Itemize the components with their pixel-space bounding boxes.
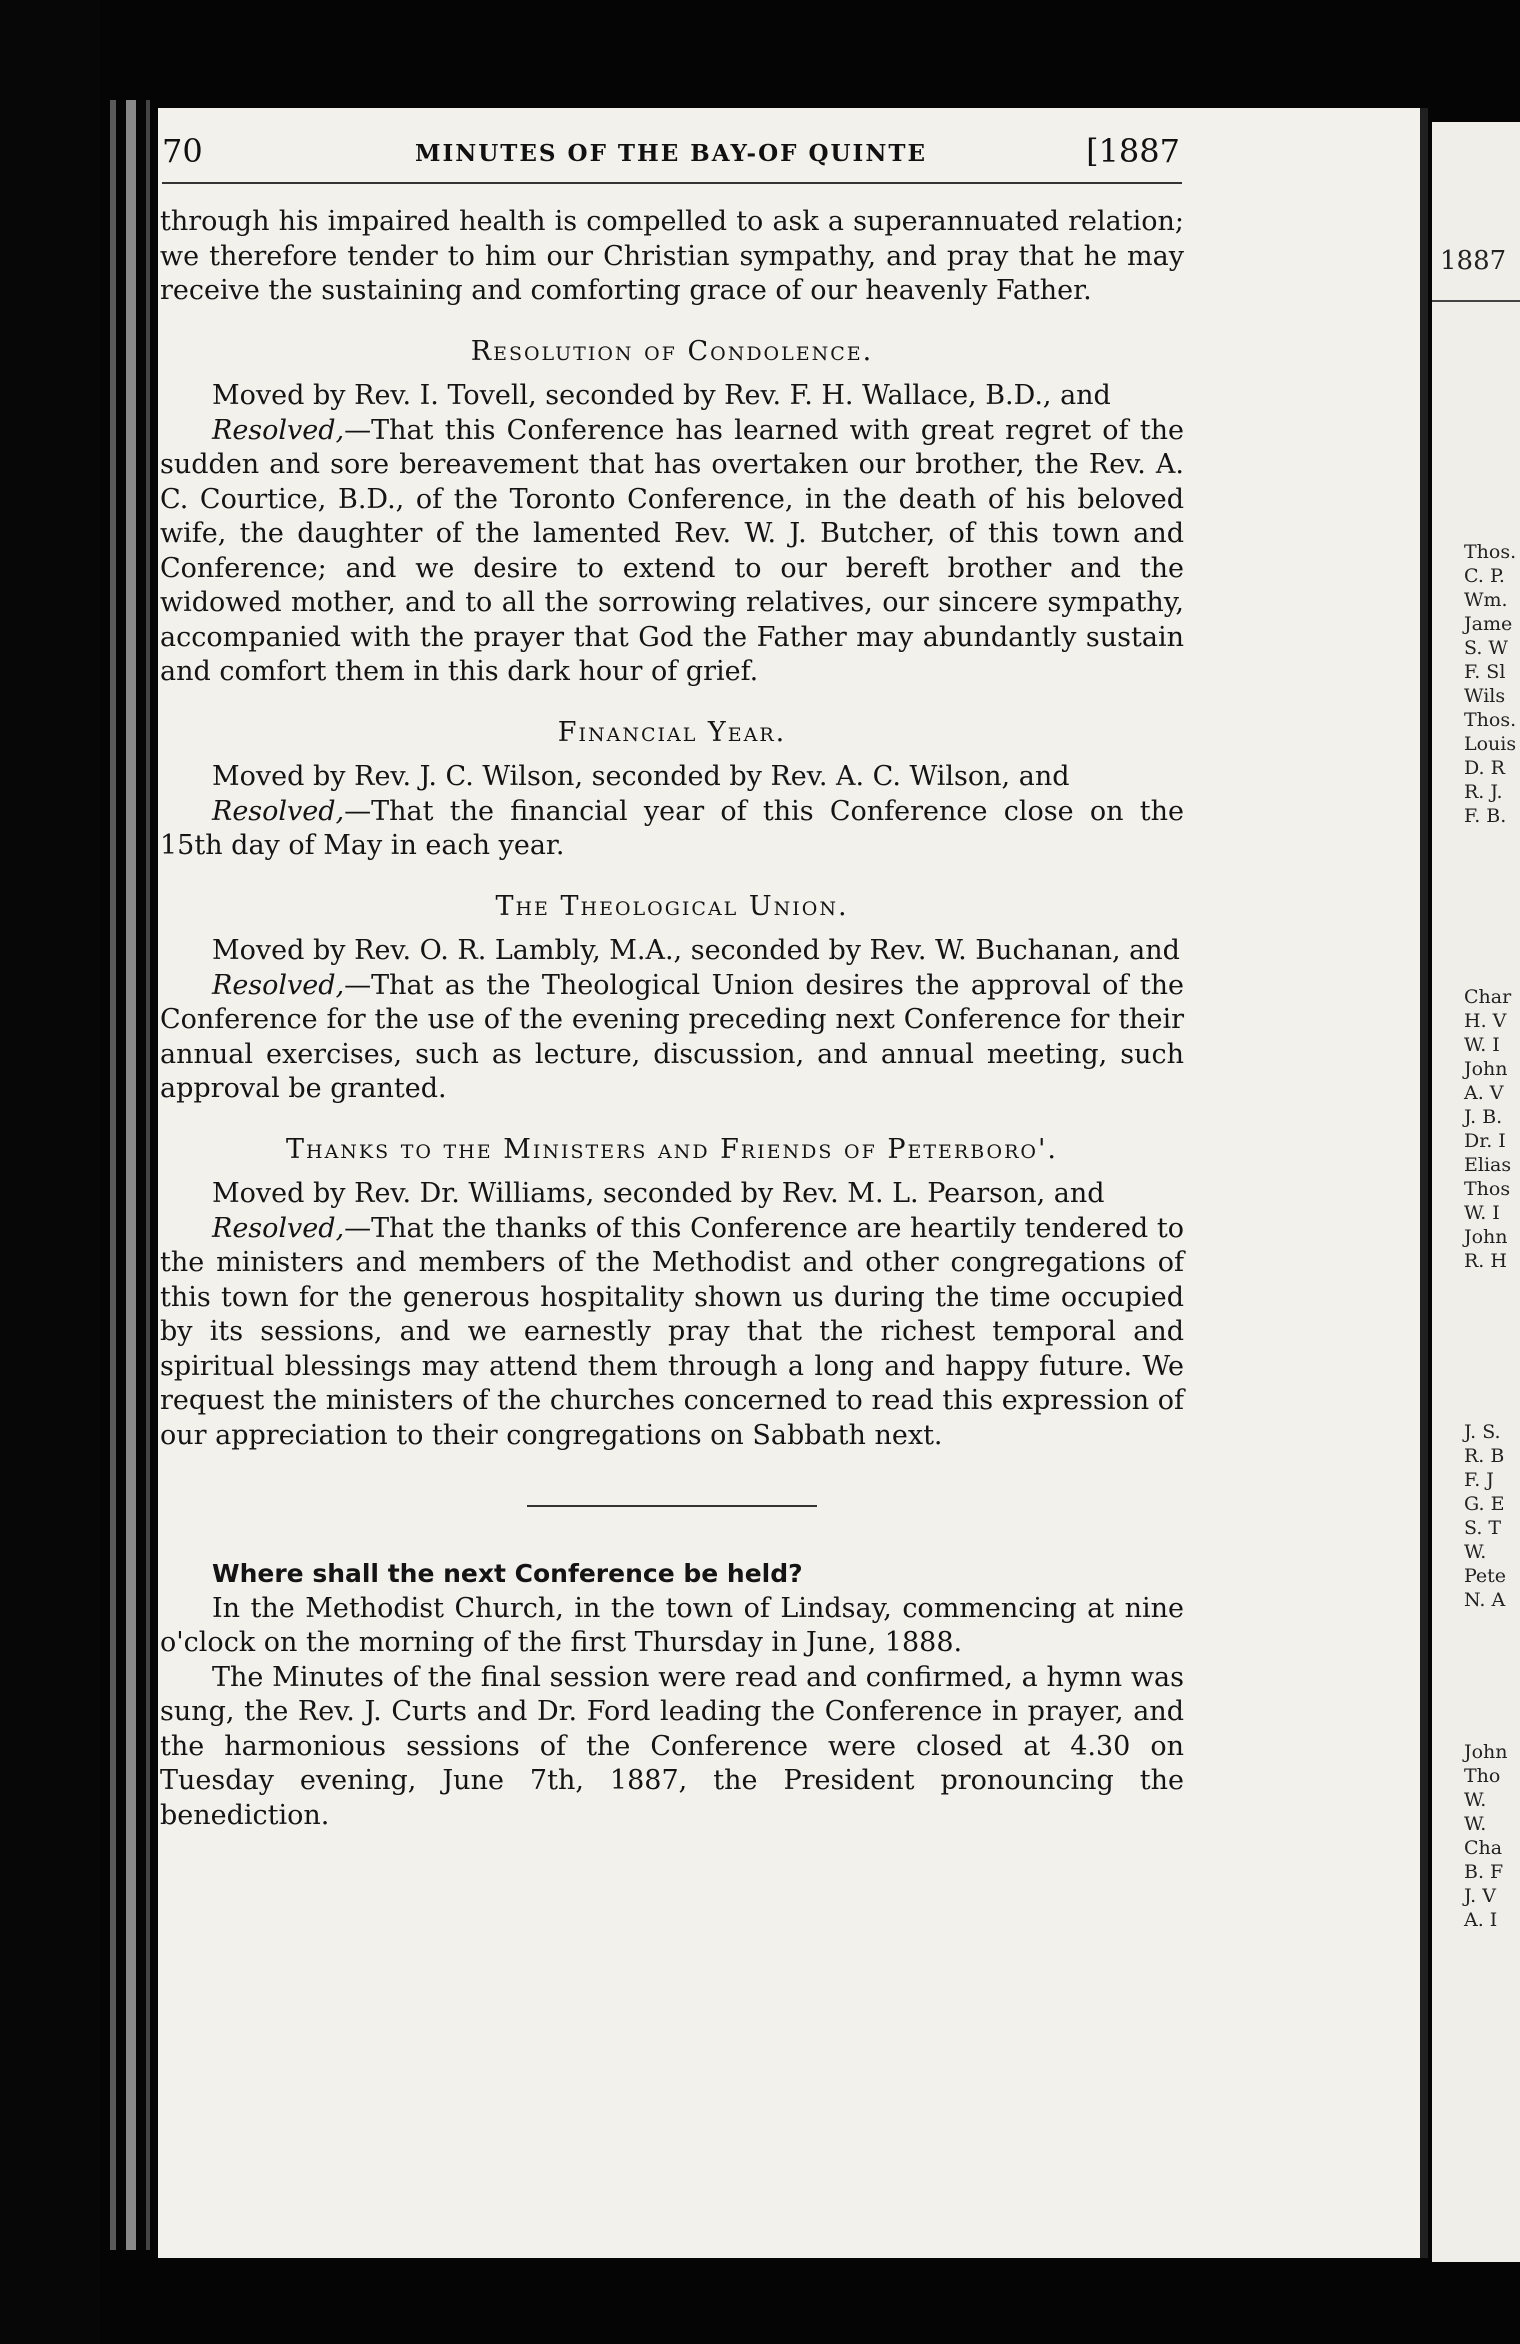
running-title: MINUTES OF THE BAY-OF QUINTE bbox=[414, 140, 927, 167]
section-heading-financial: Financial Year. bbox=[557, 716, 787, 748]
facing-page-fragment: C. P. bbox=[1464, 565, 1505, 587]
facing-page-fragment: S. T bbox=[1464, 1517, 1502, 1539]
section-heading-theological: The Theological Union. bbox=[495, 890, 849, 922]
answer-paragraph: In the Methodist Church, in the town of Lindsay, commencing at nine o'clock on the morning of the first Thursday in June, 1888. bbox=[160, 1592, 1184, 1658]
resolution-paragraph bbox=[160, 795, 1184, 864]
facing-page-fragment: F. Sl bbox=[1464, 661, 1506, 683]
resolution-paragraph bbox=[160, 969, 1184, 1107]
motion-paragraph: Moved by Rev. I. Tovell, seconded by Rev. F. H. Wallace, B.D., and bbox=[212, 380, 1111, 411]
facing-page bbox=[1432, 122, 1520, 2262]
scanner-background bbox=[0, 0, 100, 2344]
section-heading-thanks: Thanks to the Ministers and Friends of Peterboro'. bbox=[285, 1133, 1059, 1165]
facing-page-fragment: J. V bbox=[1464, 1885, 1496, 1907]
resolution-text: —That this Conference has learned with great regret of the sudden and sore bereavement that has overtaken our brother, the Rev. A. C. Courtice, B.D., of the Toronto Conference, in the death of his beloved wife, the daughter of the lamented Rev. W. J. Butcher, of this town and Conference; and we desire to extend to our bereft brother and the widowed mother, and to all the sorrowing relatives, our sincere sympathy, accompanied with the prayer that God the Father may abundantly sustain and comfort them in this dark hour of grief. bbox=[160, 414, 1184, 687]
facing-page-fragment: John bbox=[1464, 1058, 1508, 1080]
facing-page-fragment: Wm. bbox=[1464, 589, 1508, 611]
facing-page-fragment: Thos bbox=[1464, 1178, 1511, 1200]
motion-paragraph: Moved by Rev. J. C. Wilson, seconded by Rev. A. C. Wilson, and bbox=[212, 761, 1070, 792]
page-body bbox=[160, 205, 1184, 1833]
resolved-label: Resolved, bbox=[212, 795, 345, 827]
facing-page-fragment: Thos. bbox=[1464, 541, 1517, 563]
facing-page-fragment: W. I bbox=[1464, 1034, 1500, 1056]
binding-edge bbox=[126, 100, 136, 2250]
facing-page-fragment: W. bbox=[1464, 1541, 1487, 1563]
section-heading-condolence: Resolution of Condolence. bbox=[470, 335, 874, 367]
facing-page-fragment: Pete bbox=[1464, 1565, 1507, 1587]
binding-edge bbox=[146, 100, 150, 2250]
facing-page-fragment: John bbox=[1464, 1741, 1508, 1763]
header-year: [1887 bbox=[1086, 132, 1180, 170]
binding-edge bbox=[110, 100, 116, 2250]
facing-page-fragment: J. S. bbox=[1464, 1421, 1501, 1443]
facing-page-fragment: F. B. bbox=[1464, 805, 1507, 827]
facing-page-fragment: S. W bbox=[1464, 637, 1508, 659]
facing-page-fragment: Jame bbox=[1464, 613, 1513, 635]
resolution-text: —That the thanks of this Conference are heartily tendered to the ministers and members of the Methodist and other congregations of this town for the generous hospitality shown us during the time occupied by its sessions, and we earnestly pray that the richest temporal and spiritual blessings may attend them through a long and happy future. We request the ministers of the churches concerned to read this expression of our appreciation to their congregations on Sabbath next. bbox=[160, 1212, 1184, 1451]
resolved-label: Resolved, bbox=[212, 969, 345, 1001]
closing-paragraph: The Minutes of the final session were read and confirmed, a hymn was sung, the Rev. J. Curts and Dr. Ford leading the Conference in prayer, and the harmonious sessions of the Conference were closed at 4.30 on Tuesday evening, June 7th, 1887, the President pronouncing the benediction. bbox=[160, 1661, 1184, 1831]
facing-page-fragment: R. H bbox=[1464, 1250, 1507, 1272]
motion-paragraph: Moved by Rev. Dr. Williams, seconded by Rev. M. L. Pearson, and bbox=[212, 1178, 1105, 1209]
facing-page-fragment: W. bbox=[1464, 1813, 1487, 1835]
motion-paragraph: Moved by Rev. O. R. Lambly, M.A., seconded by Rev. W. Buchanan, and bbox=[212, 935, 1180, 966]
facing-page-fragment: R. B bbox=[1464, 1445, 1505, 1467]
facing-page-fragment: H. V bbox=[1464, 1010, 1507, 1032]
resolution-paragraph bbox=[160, 1212, 1184, 1454]
facing-page-fragment: R. J. bbox=[1464, 781, 1503, 803]
resolution-text: —That the financial year of this Conference close on the 15th day of May in each year. bbox=[160, 795, 1184, 861]
facing-page-fragment: G. E bbox=[1464, 1493, 1505, 1515]
resolution-paragraph bbox=[160, 414, 1184, 690]
running-header bbox=[162, 132, 1180, 172]
facing-page-fragment: F. J bbox=[1464, 1469, 1494, 1491]
facing-page-year: 1887 bbox=[1440, 246, 1507, 276]
facing-page-fragment: Thos. bbox=[1464, 709, 1517, 731]
facing-page-rule bbox=[1432, 300, 1520, 302]
facing-page-fragment: W. bbox=[1464, 1789, 1487, 1811]
facing-page-fragment: D. R bbox=[1464, 757, 1505, 779]
facing-page-fragment: A. I bbox=[1464, 1909, 1498, 1931]
facing-page-fragment: Cha bbox=[1464, 1837, 1503, 1859]
intro-paragraph: through his impaired health is compelled to ask a superannuated relation; we therefore tender to him our Christian sympathy, and pray that he may receive the sustaining and comforting grace of our heavenly Father. bbox=[160, 206, 1184, 306]
facing-page-fragment: W. I bbox=[1464, 1202, 1500, 1224]
facing-page-fragment: Tho bbox=[1464, 1765, 1501, 1787]
resolved-label: Resolved, bbox=[212, 414, 345, 446]
facing-page-fragment: John bbox=[1464, 1226, 1508, 1248]
facing-page-fragment: Wils bbox=[1464, 685, 1506, 707]
facing-page-fragment: Dr. I bbox=[1464, 1130, 1506, 1152]
facing-page-fragment: B. F bbox=[1464, 1861, 1504, 1883]
page-number: 70 bbox=[162, 132, 203, 170]
facing-page-fragment: Louis bbox=[1464, 733, 1517, 755]
facing-page-fragment: A. V bbox=[1464, 1082, 1504, 1104]
header-rule bbox=[162, 182, 1182, 184]
section-separator bbox=[527, 1505, 817, 1507]
facing-page-fragment: J. B. bbox=[1464, 1106, 1503, 1128]
resolution-text: —That as the Theological Union desires the approval of the Conference for the use of the evening preceding next Conference for their annual exercises, such as lecture, discussion, and annual meeting, such approval be granted. bbox=[160, 969, 1184, 1104]
facing-page-fragment: Elias bbox=[1464, 1154, 1512, 1176]
facing-page-fragment: N. A bbox=[1464, 1589, 1506, 1611]
facing-page-fragment: Char bbox=[1464, 986, 1512, 1008]
question-heading: Where shall the next Conference be held? bbox=[212, 1559, 803, 1588]
resolved-label: Resolved, bbox=[212, 1212, 345, 1244]
